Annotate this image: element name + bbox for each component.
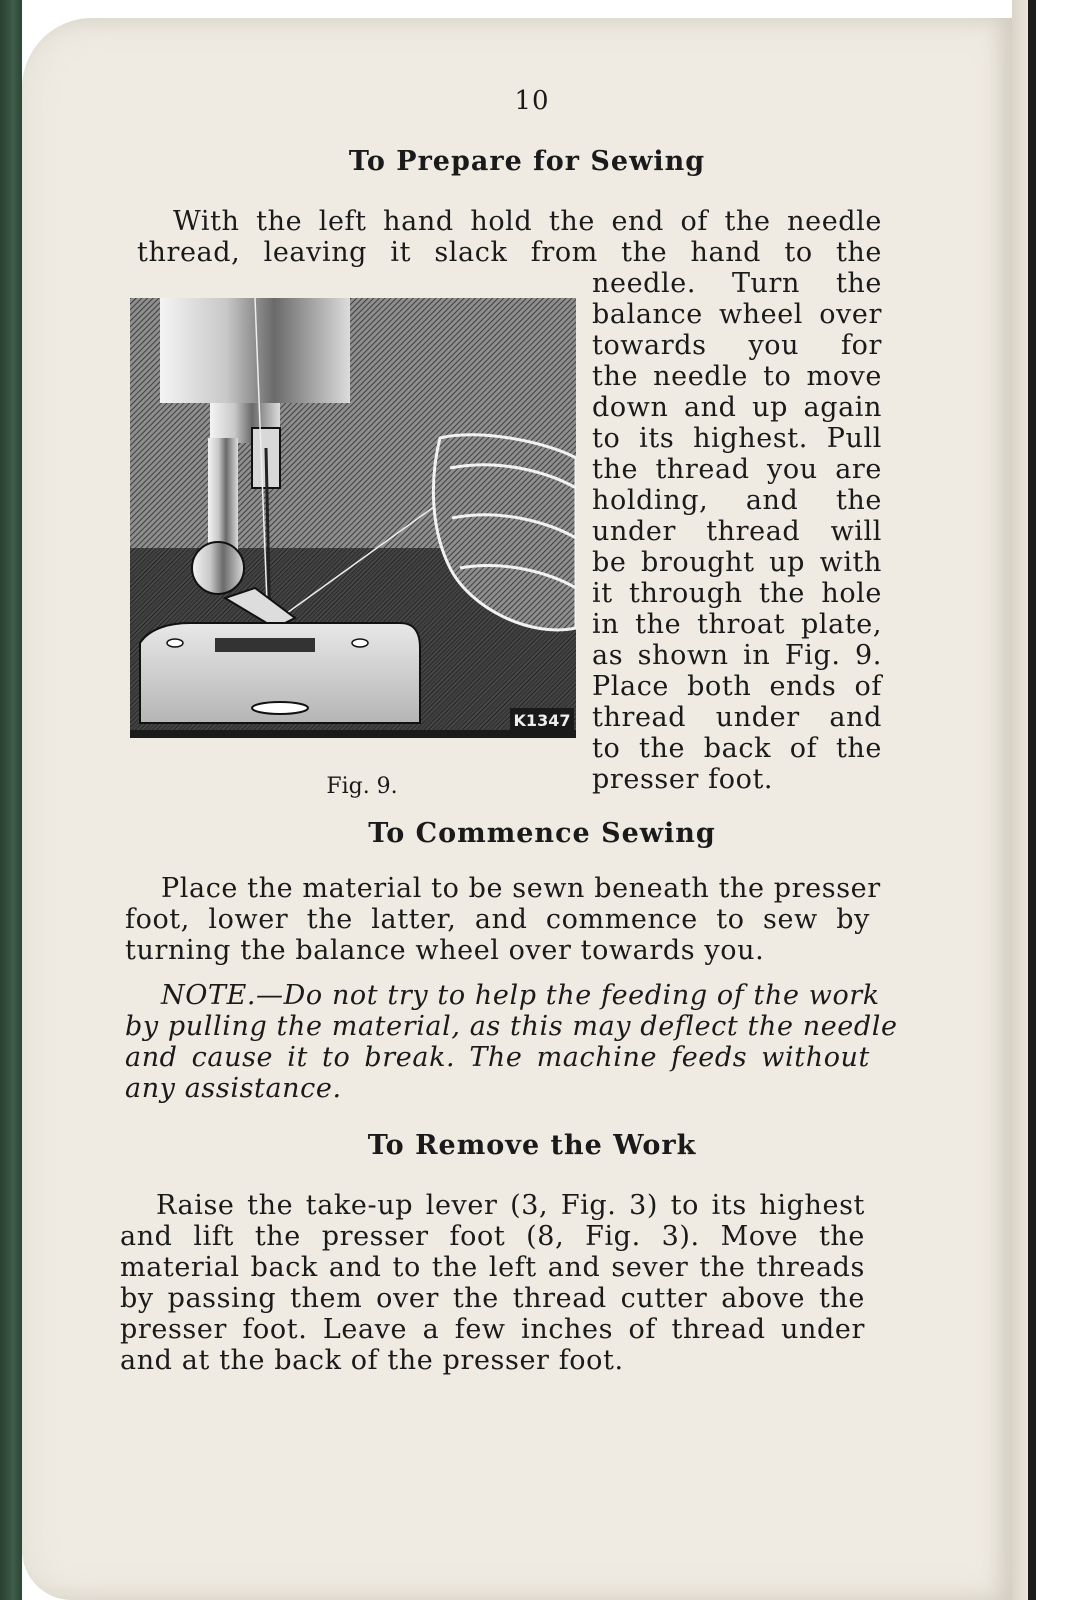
text-line: thread, leaving it slack from the hand to the xyxy=(137,237,882,268)
text-line: needle. Turn the xyxy=(592,268,882,299)
text-line: any assistance. xyxy=(125,1073,342,1104)
text-line: be brought up with xyxy=(592,547,882,578)
text-line: it through the hole xyxy=(592,578,882,609)
text-line: towards you for xyxy=(592,330,882,361)
paragraph-commence xyxy=(125,873,881,966)
text-line: as shown in Fig. 9. xyxy=(592,640,882,671)
text-line: Place both ends of xyxy=(592,671,882,702)
paragraph-note xyxy=(125,980,898,1104)
book-page xyxy=(22,18,1012,1600)
figure-9-illustration xyxy=(130,298,576,758)
text-line: and cause it to break. The machine feeds without xyxy=(125,1042,870,1073)
text-line: the thread you are xyxy=(592,454,882,485)
text-line: and at the back of the presser foot. xyxy=(120,1345,624,1376)
text-line: material back and to the left and sever the threads xyxy=(120,1252,865,1283)
text-line: holding, and the xyxy=(592,485,882,516)
text-line: Raise the take-up lever (3, Fig. 3) to its highest xyxy=(156,1190,865,1221)
text-line: turning the balance wheel over towards you. xyxy=(125,935,765,966)
text-line: to the back of the xyxy=(592,733,882,764)
figure-caption: Fig. 9. xyxy=(326,774,398,799)
text-line: to its highest. Pull xyxy=(592,423,882,454)
text-line: thread under and xyxy=(592,702,882,733)
page-number: 10 xyxy=(514,86,550,116)
next-page-edge xyxy=(1012,0,1067,1600)
book-spine xyxy=(0,0,22,1600)
paragraph-remove xyxy=(120,1190,865,1376)
figure-code-label: K1347 xyxy=(513,711,571,730)
text-line: foot, lower the latter, and commence to sew by xyxy=(125,904,870,935)
text-line: by pulling the material, as this may deflect the needle xyxy=(125,1011,898,1042)
text-line: the needle to move xyxy=(592,361,882,392)
text-line: presser foot. xyxy=(592,764,774,795)
paragraph-prepare-intro xyxy=(137,206,882,268)
text-line: presser foot. Leave a few inches of thread under xyxy=(120,1314,865,1345)
heading-remove-work: To Remove the Work xyxy=(367,1130,697,1161)
text-line: down and up again xyxy=(592,392,882,423)
text-line: With the left hand hold the end of the needle xyxy=(173,206,882,237)
text-line: by passing them over the thread cutter above the xyxy=(120,1283,865,1314)
text-line: balance wheel over xyxy=(592,299,882,330)
paragraph-prepare-side xyxy=(592,268,882,795)
text-line: under thread will xyxy=(592,516,882,547)
heading-commence-sewing: To Commence Sewing xyxy=(368,818,716,849)
text-line: NOTE.—Do not try to help the feeding of the work xyxy=(161,980,880,1011)
text-line: in the throat plate, xyxy=(592,609,882,640)
heading-prepare-for-sewing: To Prepare for Sewing xyxy=(348,146,706,177)
text-line: and lift the presser foot (8, Fig. 3). Move the xyxy=(120,1221,865,1252)
text-line: Place the material to be sewn beneath the presser xyxy=(161,873,881,904)
